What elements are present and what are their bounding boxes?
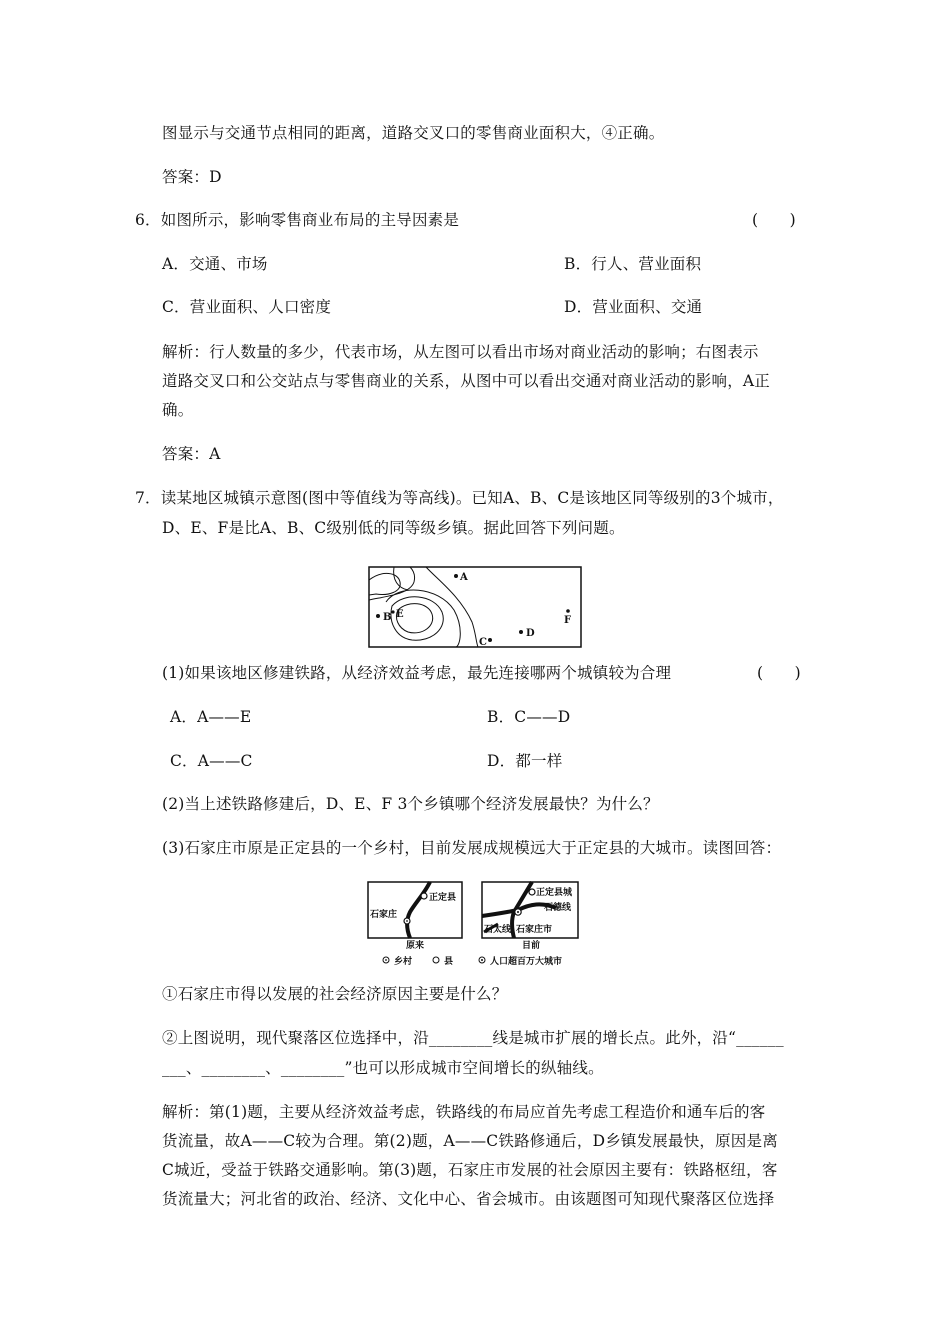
label-zhengding-city: 正定县城 — [536, 888, 573, 898]
analysis-line: 货流量大；河北省的政治、经济、文化中心、省会城市。由该题图可知现代聚落区位选择 — [162, 1190, 775, 1208]
town-b-dot — [376, 614, 380, 618]
option-b: B．行人、营业面积 — [564, 255, 702, 273]
question-7-stem: D、E、F是比A、B、C级别低的同等级乡镇。据此回答下列问题。 — [162, 519, 625, 537]
county-symbol — [421, 893, 427, 899]
subquestion-1-stem: (1)如果该地区修建铁路，从经济效益考虑，最先连接哪两个城镇较为合理 — [162, 664, 672, 682]
analysis-line: 道路交叉口和公交站点与零售商业的关系，从图中可以看出交通对商业活动的影响，A正 — [162, 372, 770, 390]
option-a: A．A——E — [170, 708, 252, 726]
label-b: B — [383, 612, 392, 623]
county-symbol — [529, 889, 535, 895]
caption-before: 原来 — [406, 941, 425, 951]
subquestion-3-2: ___、________、________”也可以形成城市空间增长的纵轴线。 — [162, 1059, 604, 1077]
town-f-dot — [566, 609, 570, 613]
legend-city: 人口超百万大城市 — [490, 957, 563, 967]
label-shide-line: 石德线 — [544, 903, 572, 913]
analysis-line: C城近，受益于铁路交通影响。第(3)题，石家庄市发展的社会原因主要有：铁路枢纽，客 — [162, 1161, 778, 1179]
answer-paren: ( ) — [757, 664, 801, 682]
town-a-dot — [454, 574, 458, 578]
subquestion-3-1: ①石家庄市得以发展的社会经济原因主要是什么？ — [162, 985, 508, 1003]
label-shitai-line: 石太线 — [484, 925, 512, 935]
analysis-line: 解析：第(1)题，主要从经济效益考虑，铁路线的布局应首先考虑工程造价和通车后的客 — [162, 1103, 766, 1121]
caption-now: 目前 — [522, 941, 541, 951]
question-6-stem: 6．如图所示，影响零售商业布局的主导因素是 — [135, 211, 460, 229]
railway-line — [407, 882, 430, 938]
contour-map — [368, 566, 582, 648]
answer-line: 答案：D — [162, 168, 222, 186]
town-e-dot — [391, 610, 394, 613]
subquestion-3: (3)石家庄市原是正定县的一个乡村，目前发展成规模远大于正定县的大城市。读图回答： — [162, 839, 782, 857]
answer-line: 答案：A — [162, 445, 221, 463]
option-a: A．交通、市场 — [162, 255, 268, 273]
label-shijiazhuang: 石家庄 — [370, 910, 398, 920]
label-a: A — [460, 572, 468, 583]
option-d: D．营业面积、交通 — [564, 298, 703, 316]
option-d: D．都一样 — [487, 752, 563, 770]
analysis-line: 货流量，故A——C较为合理。第(2)题，A——C铁路修通后，D乡镇发展最快，原因是离 — [162, 1132, 778, 1150]
label-c: C — [479, 637, 487, 648]
option-c: C．营业面积、人口密度 — [162, 298, 332, 316]
text-line: 图显示与交通节点相同的距离，道路交叉口的零售商业面积大，④正确。 — [162, 124, 665, 142]
analysis-line: 确。 — [162, 401, 194, 419]
option-c: C．A——C — [170, 752, 253, 770]
subquestion-2: (2)当上述铁路修建后，D、E、F 3个乡镇哪个经济发展最快？为什么？ — [162, 795, 659, 813]
legend-village: 乡村 — [394, 957, 413, 967]
label-d: D — [526, 628, 535, 639]
shijiazhuang-map — [366, 880, 582, 968]
legend-county: 县 — [444, 957, 454, 967]
question-7-stem: 7．读某地区城镇示意图(图中等值线为等高线)。已知A、B、C是该地区同等级别的3个城市， — [135, 489, 784, 507]
label-e: E — [396, 609, 404, 620]
label-f: F — [564, 615, 572, 626]
town-c-dot — [488, 638, 492, 642]
label-shijiazhuang-city: 石家庄市 — [516, 925, 553, 935]
option-b: B．C——D — [487, 708, 571, 726]
legend-county-icon — [433, 957, 439, 963]
town-d-dot — [519, 630, 523, 634]
subquestion-3-2: ②上图说明，现代聚落区位选择中，沿________线是城市扩展的增长点。此外，沿“______ — [162, 1029, 784, 1047]
analysis-line: 解析：行人数量的多少，代表市场，从左图可以看出市场对商业活动的影响；右图表示 — [162, 343, 759, 361]
label-zhengding: 正定县 — [429, 893, 457, 903]
answer-paren: ( ) — [752, 211, 796, 229]
